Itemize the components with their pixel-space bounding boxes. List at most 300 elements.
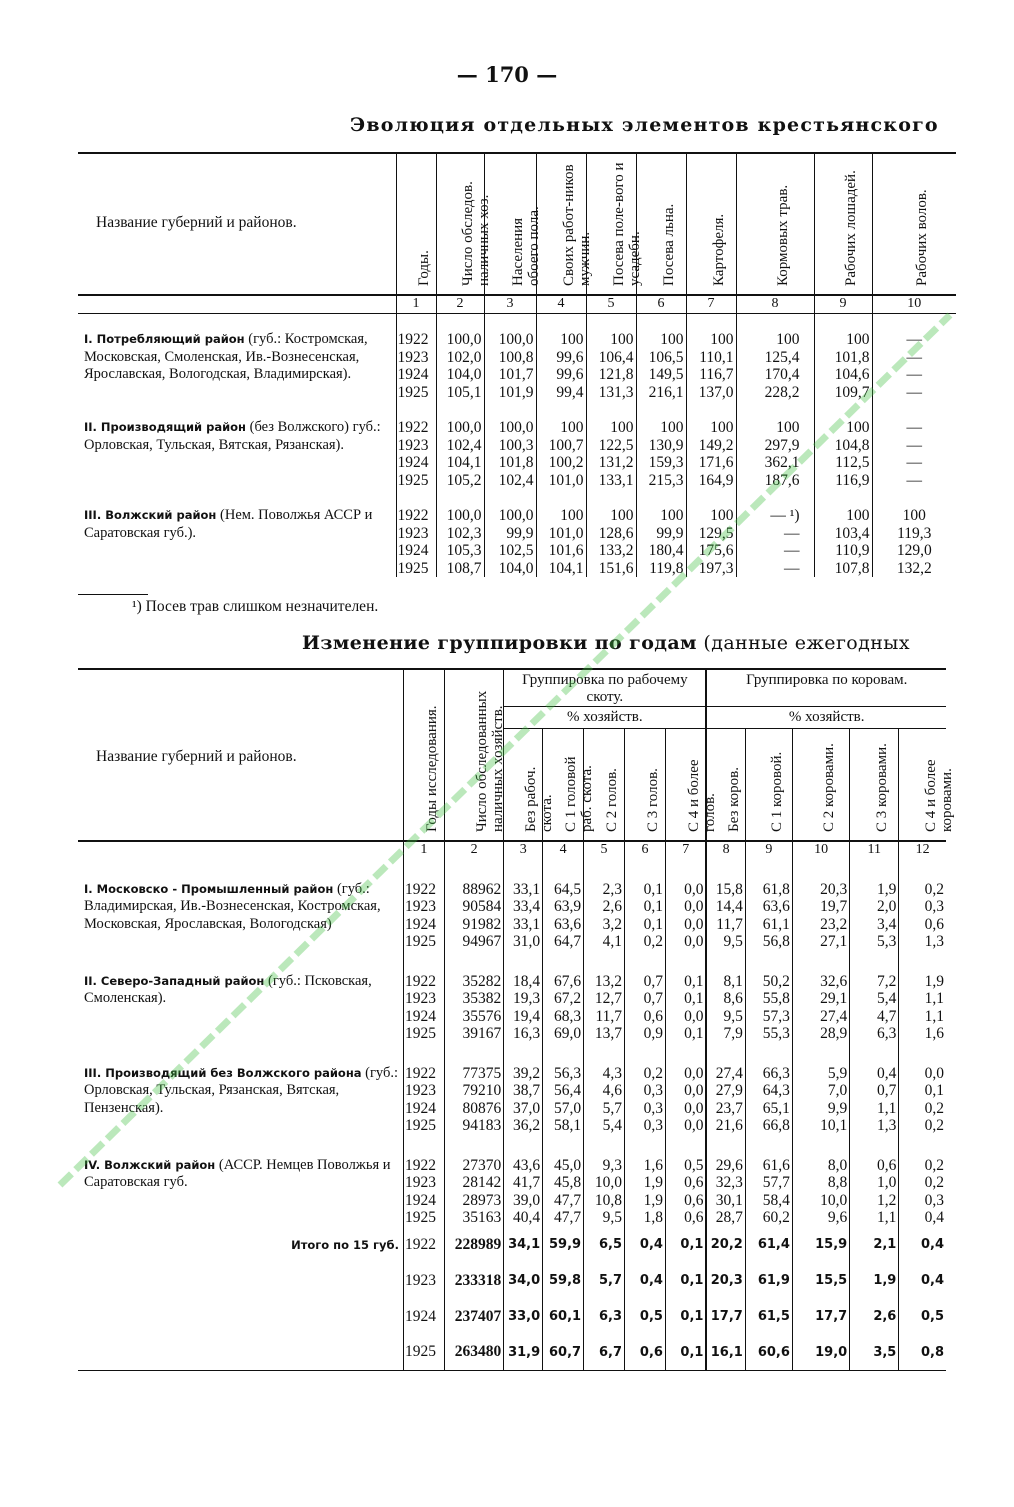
data-cell: 1923: [397, 348, 429, 366]
data-cell: 4,1: [602, 933, 623, 950]
data-cell: 27,9: [715, 1082, 743, 1099]
data-cell: 2,6: [602, 898, 623, 915]
data-cell: 8,1: [723, 972, 743, 990]
data-cell: 0,0: [684, 915, 704, 933]
data-cell-column: [403, 973, 444, 1043]
data-cell: 0,0: [684, 1082, 704, 1099]
data-cell: 125,4: [764, 348, 800, 366]
total-label-empty: [78, 1335, 403, 1371]
total-cell: 15,9: [792, 1227, 849, 1263]
data-cell: 88962: [462, 880, 502, 898]
region-name-bold: I. Потребляющий район: [84, 332, 245, 346]
data-cell: 57,3: [762, 1007, 790, 1025]
data-cell-column: [504, 1157, 543, 1227]
data-cell: 0,7: [643, 972, 663, 990]
data-cell: 137,0: [698, 383, 734, 401]
data-cell: 66,3: [762, 1064, 790, 1082]
data-cell: 0,6: [643, 1007, 663, 1025]
data-cell: 100,0: [446, 419, 482, 436]
total-cell: 61,5: [745, 1299, 792, 1335]
total-cell: 0,8: [899, 1335, 946, 1371]
data-cell: 1922: [404, 1156, 436, 1174]
data-cell: 1,9: [643, 1174, 663, 1191]
data-cell-column: [436, 331, 484, 401]
data-cell: 100: [710, 331, 734, 348]
footnote: ¹) Посев трав слишком незначителен.: [132, 598, 379, 615]
data-cell: 28,7: [715, 1209, 743, 1226]
data-cell-column: [586, 331, 636, 401]
data-cell-column: [484, 331, 536, 401]
data-cell: 50,2: [762, 972, 790, 990]
data-cell: 1,8: [643, 1209, 663, 1226]
data-cell: 0,0: [684, 898, 704, 915]
data-cell-column: [850, 881, 899, 951]
region-group-row: [78, 881, 946, 951]
data-cell-column: [665, 1157, 706, 1227]
data-cell: 0,6: [684, 1174, 704, 1191]
col-header-years: Годы исследования.: [403, 669, 444, 841]
col-header-flax: Посева льна.: [636, 153, 686, 295]
data-cell: 100: [610, 419, 634, 436]
data-cell: 0,3: [643, 1082, 663, 1099]
total-cell: 0,5: [625, 1299, 666, 1335]
data-cell-column: [636, 507, 686, 577]
data-cell-column: [814, 419, 872, 489]
total-cell: 60,6: [745, 1335, 792, 1371]
data-cell: 149,5: [648, 366, 684, 383]
data-cell-column: [814, 331, 872, 401]
total-cell: 0,6: [625, 1335, 666, 1371]
data-cell: 8,0: [827, 1156, 848, 1174]
data-cell: 12,7: [594, 990, 623, 1007]
data-cell-column: [543, 881, 584, 951]
data-cell: 1925: [404, 1117, 436, 1134]
data-cell-column: [403, 881, 444, 951]
data-cell: 3,4: [876, 915, 897, 933]
data-cell-column: [636, 419, 686, 489]
data-cell: 0,4: [924, 1209, 944, 1226]
data-cell: 100: [776, 331, 800, 348]
data-cell: 3,2: [602, 915, 623, 933]
data-cell: 56,4: [553, 1082, 582, 1099]
data-cell: 197,3: [698, 559, 734, 577]
total-cell: 61,4: [745, 1227, 792, 1263]
data-cell: 100: [560, 507, 584, 524]
data-cell: 11,7: [716, 915, 743, 933]
data-cell-column: [543, 1065, 584, 1135]
data-cell: 1,1: [924, 1007, 944, 1025]
data-cell-column: [850, 1157, 899, 1227]
data-cell: —: [906, 454, 922, 471]
data-cell: 99,6: [556, 348, 584, 366]
data-cell: 0,1: [684, 1025, 704, 1042]
group-header-cows: Группировка по коровам.: [706, 669, 946, 707]
data-cell: 0,0: [684, 1064, 704, 1082]
name-header: Название губерний и районов.: [96, 214, 297, 231]
total-cell: 0,1: [665, 1263, 706, 1299]
data-cell: 4,6: [602, 1082, 623, 1099]
total-cell: 15,5: [792, 1263, 849, 1299]
data-cell: 27370: [462, 1156, 502, 1174]
data-cell-column: [436, 419, 484, 489]
data-cell: 2,0: [876, 898, 897, 915]
total-cell: 1924: [403, 1299, 444, 1335]
data-cell: 94183: [462, 1117, 502, 1134]
data-cell-column: [686, 419, 736, 489]
data-cell: 1925: [397, 471, 429, 489]
data-cell: 100,0: [446, 331, 482, 348]
col-header-1-cattle: С 1 головой раб. скота.: [543, 729, 584, 841]
data-cell: 63,6: [553, 915, 582, 933]
total-cell: 1923: [403, 1263, 444, 1299]
data-cell: 1,2: [876, 1191, 897, 1209]
data-cell: 57,0: [553, 1099, 582, 1117]
data-cell: 1924: [404, 1099, 436, 1117]
data-cell-column: [396, 419, 436, 489]
data-cell-column: [536, 507, 586, 577]
data-cell: 9,5: [602, 1209, 623, 1226]
data-cell: 100,0: [498, 331, 534, 348]
data-cell: 131,2: [598, 454, 634, 471]
data-cell: 0,6: [684, 1209, 704, 1226]
data-cell: 175,6: [698, 542, 734, 559]
region-name-bold: II. Северо-Западный район: [84, 973, 265, 988]
total-cell: 2,1: [850, 1227, 899, 1263]
data-cell: 0,3: [924, 1191, 944, 1209]
data-cell: 0,9: [643, 1025, 663, 1042]
data-cell: 102,3: [446, 524, 482, 542]
data-cell-column: [706, 973, 745, 1043]
data-cell: 101,0: [548, 524, 584, 542]
data-cell-column: [584, 1065, 625, 1135]
name-header-cell: [78, 669, 403, 841]
col-header-sowing: Посева поле-вого и усадебн.: [586, 153, 636, 295]
data-cell: 33,1: [513, 915, 541, 933]
data-cell: 1,9: [876, 880, 897, 898]
data-cell: 101,9: [498, 383, 534, 401]
region-name: [78, 881, 403, 951]
data-cell: 102,5: [498, 542, 534, 559]
data-cell: 103,4: [834, 524, 870, 542]
data-cell: 19,7: [820, 898, 848, 915]
region-group-row: [78, 1065, 946, 1135]
data-cell: 56,8: [762, 933, 790, 950]
data-cell: 58,4: [762, 1191, 790, 1209]
evolution-table: [78, 152, 956, 577]
data-cell: 102,4: [446, 436, 482, 454]
region-group-row: [78, 507, 956, 577]
data-cell: 9,6: [827, 1209, 848, 1226]
data-cell: 104,6: [834, 366, 870, 383]
data-cell-column: [584, 1157, 625, 1227]
data-cell-column: [636, 331, 686, 401]
data-cell: —: [906, 331, 922, 348]
data-cell: 1,0: [876, 1174, 897, 1191]
data-cell: 19,3: [513, 990, 541, 1007]
data-cell-column: [736, 331, 814, 401]
total-row: [78, 1299, 946, 1335]
total-cell: 61,9: [745, 1263, 792, 1299]
col-header-no-cows: Без коров.: [706, 729, 745, 841]
total-cell: 0,4: [899, 1227, 946, 1263]
data-cell: 362,1: [764, 454, 800, 471]
data-cell: 159,3: [648, 454, 684, 471]
data-cell: 5,9: [827, 1064, 848, 1082]
total-cell: 263480: [444, 1335, 503, 1371]
data-cell-column: [484, 419, 536, 489]
data-cell: 35282: [462, 972, 502, 990]
data-cell: 149,2: [698, 436, 734, 454]
region-name-rest: (губ.: Владимирская, Ив.-Вознесенская, Костромская, Московская, Ярославская, Вологодская): [84, 880, 381, 932]
data-cell: 104,8: [834, 436, 870, 454]
data-cell: 1923: [404, 1082, 436, 1099]
data-cell-column: [872, 507, 956, 577]
data-cell: 1,1: [876, 1099, 897, 1117]
data-cell: 28973: [462, 1191, 502, 1209]
data-cell: 1,9: [643, 1191, 663, 1209]
data-cell: 0,0: [684, 1117, 704, 1134]
data-cell: —: [906, 436, 922, 454]
data-cell-column: [745, 973, 792, 1043]
data-cell: 67,2: [553, 990, 582, 1007]
data-cell: —: [906, 419, 922, 436]
region-group-row: [78, 331, 956, 401]
total-label-empty: [78, 1263, 403, 1299]
data-cell: 1922: [397, 507, 429, 524]
col-header-population: Населения обоего пола.: [484, 153, 536, 295]
total-cell: 5,7: [584, 1263, 625, 1299]
data-cell: 4,7: [876, 1007, 897, 1025]
data-cell: 39167: [462, 1025, 502, 1042]
data-cell: 10,8: [594, 1191, 623, 1209]
pct-label-work: % хозяйств.: [504, 707, 707, 729]
data-cell: 1922: [404, 1064, 436, 1082]
col-header-4-cows: С 4 и более коровами.: [899, 729, 946, 841]
total-cell: 6,3: [584, 1299, 625, 1335]
data-cell: 107,8: [834, 559, 870, 577]
data-cell: 99,9: [506, 524, 534, 542]
region-name: [78, 331, 396, 401]
data-cell: 77375: [462, 1064, 502, 1082]
data-cell: 15,8: [715, 880, 743, 898]
data-cell-column: [625, 1065, 666, 1135]
total-cell: 0,1: [665, 1335, 706, 1371]
data-cell-column: [850, 973, 899, 1043]
data-cell: 55,3: [762, 1025, 790, 1042]
data-cell: 20,3: [820, 880, 848, 898]
data-cell: 0,7: [643, 990, 663, 1007]
data-cell: 27,4: [715, 1064, 743, 1082]
data-cell: 47,7: [553, 1191, 582, 1209]
data-cell-column: [403, 1157, 444, 1227]
region-name-bold: III. Производящий без Волжского района: [84, 1065, 362, 1080]
data-cell: 100: [710, 507, 734, 524]
data-cell: 38,7: [513, 1082, 541, 1099]
data-cell: 55,8: [762, 990, 790, 1007]
data-cell-column: [665, 881, 706, 951]
data-cell-column: [396, 507, 436, 577]
data-cell-column: [436, 507, 484, 577]
data-cell: 100: [610, 331, 634, 348]
data-cell: 130,9: [648, 436, 684, 454]
col-header-potato: Картофеля.: [686, 153, 736, 295]
data-cell: 116,9: [835, 471, 870, 489]
data-cell: 116,7: [699, 366, 734, 383]
data-cell: 100: [660, 419, 684, 436]
data-cell: 100,0: [446, 507, 482, 524]
data-cell: 216,1: [648, 383, 684, 401]
data-cell: 104,1: [446, 454, 482, 471]
total-cell: 6,5: [584, 1227, 625, 1263]
table1-title: Эволюция отдельных элементов крестьянского: [350, 114, 939, 136]
data-cell: —: [784, 524, 800, 542]
data-cell: 0,1: [643, 898, 663, 915]
data-cell: 100,7: [548, 436, 584, 454]
data-cell: 1925: [397, 559, 429, 577]
region-name-bold: III. Волжский район: [84, 508, 217, 522]
data-cell: 100: [846, 419, 870, 436]
data-cell-column: [586, 507, 636, 577]
data-cell-column: [745, 881, 792, 951]
total-cell: 17,7: [792, 1299, 849, 1335]
data-cell: 1,3: [876, 1117, 897, 1134]
data-cell: 164,9: [698, 471, 734, 489]
data-cell: 5,3: [876, 933, 897, 950]
data-cell: 0,3: [643, 1099, 663, 1117]
data-cell: 128,6: [598, 524, 634, 542]
total-cell: 34,1: [504, 1227, 543, 1263]
total-cell: 228989: [444, 1227, 503, 1263]
data-cell: 7,2: [876, 972, 897, 990]
data-cell-column: [872, 419, 956, 489]
data-cell: 1923: [404, 1174, 436, 1191]
total-cell: 33,0: [504, 1299, 543, 1335]
data-cell: 1924: [397, 542, 429, 559]
region-name: [78, 973, 403, 1043]
data-cell-column: [444, 881, 503, 951]
data-cell: 35576: [462, 1007, 502, 1025]
data-cell: 31,0: [513, 933, 541, 950]
data-cell: 2,3: [602, 880, 623, 898]
table2-title-bold: Изменение группировки по годам: [302, 632, 697, 654]
data-cell-column: [706, 1157, 745, 1227]
data-cell-column: [584, 881, 625, 951]
data-cell: 1925: [397, 383, 429, 401]
data-cell-column: [745, 1157, 792, 1227]
data-cell-column: [625, 881, 666, 951]
total-cell: 60,1: [543, 1299, 584, 1335]
data-cell-column: [586, 419, 636, 489]
region-name: [78, 1157, 403, 1227]
data-cell: 6,3: [876, 1025, 897, 1042]
data-cell: 1924: [397, 454, 429, 471]
col-header-1-cow: С 1 коровой.: [745, 729, 792, 841]
data-cell: 69,0: [553, 1025, 582, 1042]
data-cell: 1,1: [924, 990, 944, 1007]
data-cell: 29,6: [715, 1156, 743, 1174]
data-cell: 1923: [404, 898, 436, 915]
data-cell: 1925: [404, 1209, 436, 1226]
data-cell: 187,6: [764, 471, 800, 489]
data-cell: 90584: [462, 898, 502, 915]
data-cell: 101,7: [498, 366, 534, 383]
data-cell: 19,4: [513, 1007, 541, 1025]
data-cell: 100: [846, 331, 870, 348]
data-cell: 30,1: [715, 1191, 743, 1209]
data-cell: 110,1: [699, 348, 734, 366]
data-cell: 109,7: [834, 383, 870, 401]
data-cell: 5,4: [602, 1117, 623, 1134]
total-label-empty: [78, 1299, 403, 1335]
data-cell-column: [850, 1065, 899, 1135]
col-header-horses: Рабочих лошадей.: [814, 153, 872, 295]
data-cell: 102,0: [446, 348, 482, 366]
data-cell: 0,6: [684, 1191, 704, 1209]
data-cell: 100,3: [498, 436, 534, 454]
data-cell: 8,8: [827, 1174, 848, 1191]
data-cell: 100,8: [498, 348, 534, 366]
data-cell: 108,7: [446, 559, 482, 577]
data-cell: 0,6: [876, 1156, 897, 1174]
data-cell-column: [665, 973, 706, 1043]
region-name-rest: (Нем. Поволжья АССР и Саратовская губ.).: [84, 507, 373, 541]
data-cell: 0,1: [924, 1082, 944, 1099]
data-cell: 1924: [404, 1007, 436, 1025]
data-cell: 1923: [397, 524, 429, 542]
data-cell: 129,5: [698, 524, 734, 542]
data-cell: 1922: [404, 972, 436, 990]
data-cell-column: [872, 331, 956, 401]
data-cell: 11,7: [595, 1007, 623, 1025]
region-name-rest: (губ.: Орловская, Тульская, Рязанская, Вятская, Пензенская).: [84, 1064, 399, 1116]
data-cell: 0,3: [924, 898, 944, 915]
data-cell: 47,7: [553, 1209, 582, 1226]
data-cell: 16,3: [513, 1025, 541, 1042]
total-cell: 1,9: [850, 1263, 899, 1299]
total-cell: 6,7: [584, 1335, 625, 1371]
data-cell: 0,2: [924, 1156, 944, 1174]
data-cell-column: [536, 331, 586, 401]
page-number: — 170 —: [456, 62, 558, 87]
footnote-rule: [78, 594, 148, 595]
data-cell-column: [792, 881, 849, 951]
data-cell: 1924: [404, 1191, 436, 1209]
data-cell: 56,3: [553, 1064, 582, 1082]
data-cell-column: [706, 881, 745, 951]
total-cell: 0,5: [899, 1299, 946, 1335]
region-name: [78, 419, 396, 489]
data-cell-column: [792, 1065, 849, 1135]
data-cell: 101,8: [834, 348, 870, 366]
data-cell: 101,6: [548, 542, 584, 559]
data-cell-column: [584, 973, 625, 1043]
total-cell: 237407: [444, 1299, 503, 1335]
data-cell-column: [543, 1157, 584, 1227]
total-cell: 0,1: [665, 1227, 706, 1263]
data-cell: 0,2: [924, 1117, 944, 1134]
data-cell: 5,4: [876, 990, 897, 1007]
data-cell-column: [444, 973, 503, 1043]
column-number-row: 1 2 3 4 5 6 7 8 9 10 11 12: [78, 841, 946, 859]
data-cell: 102,4: [498, 471, 534, 489]
total-cell: 16,1: [706, 1335, 745, 1371]
data-cell: 0,2: [643, 933, 663, 950]
data-cell: 105,1: [446, 383, 482, 401]
data-cell: 106,4: [598, 348, 634, 366]
data-cell: 0,6: [924, 915, 944, 933]
region-group-row: [78, 419, 956, 489]
data-cell: 101,8: [498, 454, 534, 471]
